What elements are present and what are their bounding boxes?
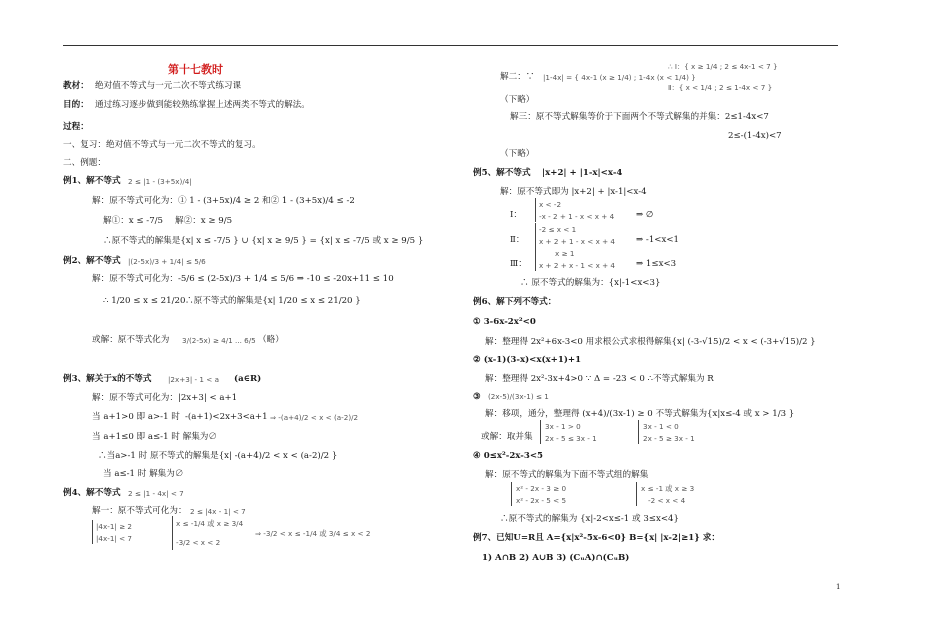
example-5-case-3-label: Ⅲ： [510,259,527,269]
example-3-case1-ineq: -(a+1)<2x+3<a+1 [185,412,268,422]
example-2-step2b: ∴原不等式的解集是{x| 1/20 ≤ x ≤ 21/20 } [185,296,361,306]
example-6-sys-a1: 3x - 1 > 0 [545,422,581,431]
example-5-brace-1 [535,198,536,222]
example-6-part-4-result: ∴原不等式的解集为 {x|-2<x≤-1 或 3≤x<4} [500,514,679,524]
solution-3-line-1: 解三：原不等式解集等价于下面两个不等式解集的并集：2≤1-4x<7 [510,112,769,122]
example-2-alt-label: 或解：原不等式化为 [92,335,170,345]
example-5-case-2-label: Ⅱ： [510,235,525,245]
examples-heading: 二、例题： [63,158,106,168]
example-3-label: 例3、解关于x的不等式 [63,374,152,384]
example-6-brace-a [540,420,541,444]
example-6-part-2-solution: 解：整理得 2x²-3x+4>0 ∵ Δ = -23 < 0 ∴不等式解集为 R [485,374,714,384]
solution-3-line-2: 2≤-(1-4x)<7 [728,131,782,141]
example-5-case-3-b: x + 2 + x - 1 < x + 4 [539,261,616,270]
example-5-case-2-a: -2 ≤ x < 1 [539,225,577,234]
example-6-sys-c1: x² - 2x - 3 ≥ 0 [516,484,567,493]
material-value: 绝对值不等式与一元二次不等式练习课 [95,81,242,91]
example-3-case1-result: ⇒ -(a+4)/2 < x < (a-2)/2 [270,413,359,422]
example-6-part-3-alt: 或解：取并集 [481,432,533,442]
example-6-part-3: ③ [473,392,481,402]
example-5-case-3-a: x ≥ 1 [555,249,575,258]
example-5-case-1-label: Ⅰ： [510,210,522,220]
example-6-part-1: ① 3-6x-2x²<0 [473,317,536,327]
example-3-conclusion-2: 当 a≤-1 时 解集为∅ [103,469,184,479]
example-1-result: ∴原不等式的解集是{x| x ≤ -7/5 } ∪ {x| x ≥ 9/5 } = {x| x ≤ -7/5 或 x ≥ 9/5 } [103,236,424,246]
process-label: 过程： [63,122,89,132]
example-5-case-1-a: x < -2 [539,200,562,209]
page-title: 第十七教时 [168,63,223,76]
review-line: 一、复习：绝对值不等式与一元二次不等式的复习。 [63,140,261,150]
example-4-step1-expr: 2 ≤ |4x - 1| < 7 [190,507,246,516]
example-3-expr: |2x+3| - 1 < a [168,375,219,384]
example-6-label: 例6、解下列不等式： [473,297,557,307]
example-6-sys-b1: 3x - 1 < 0 [643,422,679,431]
example-6-part-4-solution: 解：原不等式的解集为下面不等式组的解集 [485,470,649,480]
example-3-case2: 当 a+1≤0 即 a≤-1 时 解集为∅ [92,432,217,442]
example-2-step2a: ∴ 1/20 ≤ x ≤ 21/20 [103,296,186,306]
example-4-sys-3: x ≤ -1/4 或 x ≥ 3/4 [176,519,244,528]
example-6-brace-d [636,482,637,506]
example-1-label: 例1、解不等式 [63,176,121,186]
example-5-result: ∴ 原不等式的解集为：{x|-1<x<3} [520,278,661,288]
example-6-part-3-solution: 解：移项，通分，整理得 (x+4)/(3x-1) ≥ 0 不等式解集为{x|x≤-4 或 x > 1/3 } [485,409,795,419]
solution-2-case-2: Ⅱ：{ x < 1/4 ; 2 ≤ 1-4x < 7 } [668,83,773,92]
example-1-expr: 2 ≤ |1 - (3+5x)/4| [128,177,192,186]
example-1-step1: 解：原不等式可化为：① 1 - (3+5x)/4 ≥ 2 和② 1 - (3+5x)/4 ≤ -2 [92,196,355,206]
example-5-case-2-result: ⇒ -1<x<1 [636,235,680,245]
example-2-omit: （略） [258,335,284,345]
header-rule [63,45,838,46]
example-5-expr: |x+2| + |1-x|<x-4 [542,168,623,178]
example-5-brace-2 [535,223,536,247]
example-6-part-3-expr: (2x-5)/(3x-1) ≤ 1 [488,392,549,401]
example-3-step1: 解：原不等式可化为：|2x+3| < a+1 [92,393,238,403]
example-6-sys-a2: 2x - 5 ≤ 3x - 1 [545,434,597,443]
example-5-step1: 解：原不等式即为 |x+2| + |x-1|<x-4 [500,187,647,197]
example-5-case-2-b: x + 2 + 1 - x < x + 4 [539,237,616,246]
page-number: 1 [836,583,841,591]
solution-3-omit: （下略） [500,149,535,159]
example-4-sys-2: |4x-1| < 7 [96,534,133,543]
example-4-sys-4: -3/2 < x < 2 [176,538,221,547]
example-6-sys-c2: x² - 2x - 5 < 5 [516,496,567,505]
goal-value: 通过练习逐步做到能较熟练掌握上述两类不等式的解法。 [95,100,310,110]
example-5-label: 例5、解不等式 [473,168,531,178]
example-2-step1: 解：原不等式可化为：-5/6 ≤ (2-5x)/3 + 1/4 ≤ 5/6 ⇒ -10 ≤ -20x+11 ≤ 10 [92,274,394,284]
example-3-conclusion: ∴当a>-1 时 原不等式的解集是{x| -(a+4)/2 < x < (a-2)/2 } [98,451,338,461]
example-2-label: 例2、解不等式 [63,256,121,266]
solution-2-expr: |1-4x| = { 4x-1 (x ≥ 1/4) ; 1-4x (x < 1/4) } [543,73,696,82]
example-4-sys-1: |4x-1| ≥ 2 [96,522,133,531]
example-4-brace-1 [92,520,93,544]
example-5-case-3-result: ⇒ 1≤x<3 [636,259,677,269]
example-4-result: ⇒ -3/2 < x ≤ -1/4 或 3/4 ≤ x < 2 [255,529,371,538]
example-3-condition: (a∈R) [234,374,262,384]
example-1-step2b: 解②：x ≥ 9/5 [175,216,233,226]
example-4-label: 例4、解不等式 [63,488,121,498]
example-6-part-1-solution: 解：整理得 2x²+6x-3<0 用求根公式求根得解集{x| (-3-√15)/2 < x < (-3+√15)/2 } [485,337,816,347]
example-5-case-1-result: ⇒ ∅ [636,210,654,220]
example-6-sys-d1: x ≤ -1 或 x ≥ 3 [641,484,695,493]
example-7-label: 例7、已知U=R且 A={x|x²-5x-6<0} B={x| |x-2|≥1} 求： [473,533,720,543]
example-4-brace-2 [172,516,173,550]
example-6-part-2: ② (x-1)(3-x)<x(x+1)+1 [473,355,582,365]
example-6-brace-b [638,420,639,444]
solution-2-omit: （下略） [500,95,535,105]
example-7-items: 1) A∩B 2) A∪B 3) (CᵤA)∩(CᵤB) [482,553,630,563]
example-4-expr: 2 ≤ |1 - 4x| < 7 [128,489,184,498]
example-6-sys-b2: 2x - 5 ≥ 3x - 1 [643,434,695,443]
goal-label: 目的： [63,100,89,110]
solution-2-label: 解二：∵ [500,72,535,82]
example-6-sys-d2: -2 < x < 4 [648,496,686,505]
example-6-brace-c [511,482,512,506]
example-4-step1: 解一：原不等式可化为： [92,506,187,516]
example-3-case1: 当 a+1>0 即 a>-1 时 [92,412,180,422]
example-1-step2a: 解①：x ≤ -7/5 [103,216,164,226]
example-2-alt-expr: 3/(2-5x) ≥ 4/1 ... 6/5 [182,336,256,345]
example-5-case-1-b: -x - 2 + 1 - x < x + 4 [539,212,615,221]
example-2-expr: |(2-5x)/3 + 1/4| ≤ 5/6 [128,257,206,266]
example-6-part-4: ④ 0≤x²-2x-3<5 [473,451,544,461]
example-5-brace-3 [535,247,536,271]
solution-2-case-1: ∴ Ⅰ：{ x ≥ 1/4 ; 2 ≤ 4x-1 < 7 } [668,62,778,71]
material-label: 教材： [63,81,89,91]
